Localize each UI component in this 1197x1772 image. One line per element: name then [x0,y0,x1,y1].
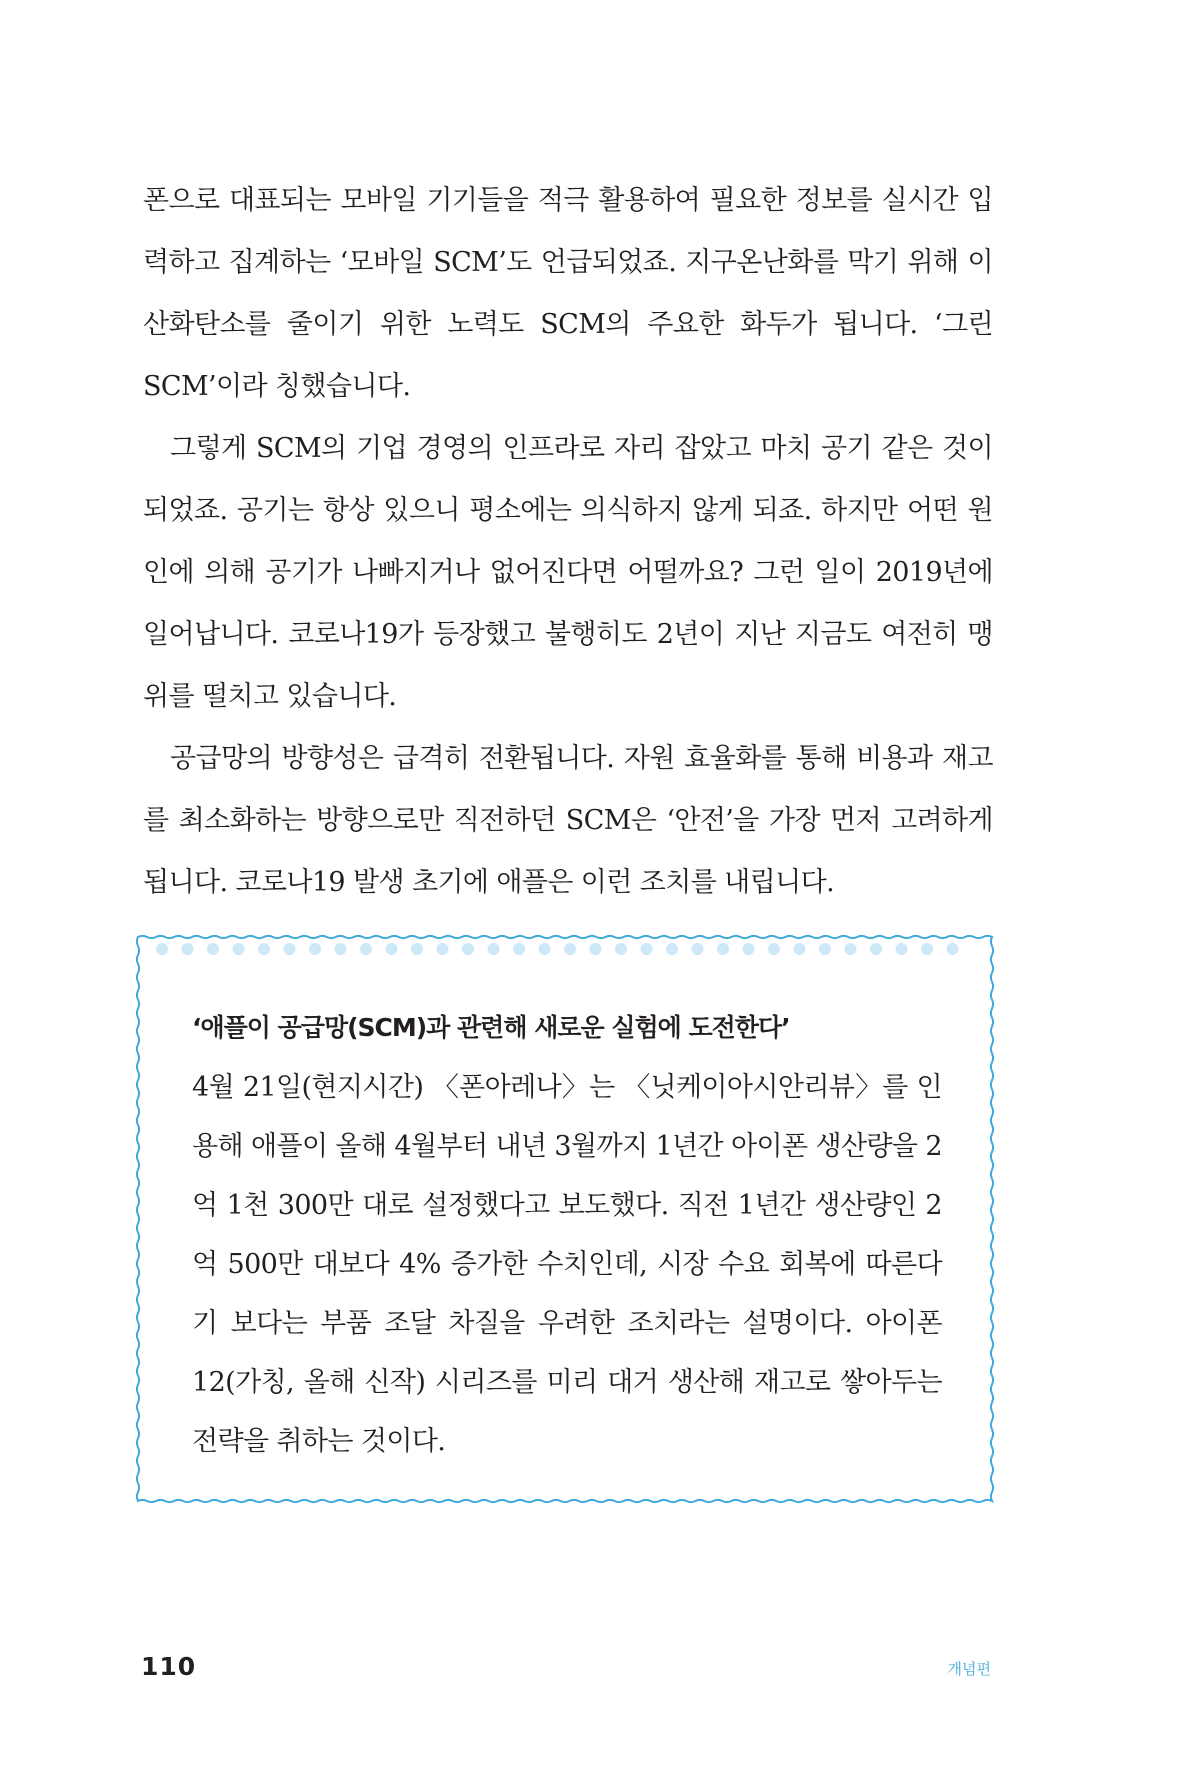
paragraph-1: 폰으로 대표되는 모바일 기기들을 적극 활용하여 필요한 정보를 실시간 입력하고 집계하는 ‘모바일 SCM’도 언급되었죠. 지구온난화를 막기 위해 이산화탄소를 줄이기 위한 노력도 SCM의 주요한 화두가 됩니다. ‘그린 SCM’이라 칭했습니다. [143,185,993,402]
decorative-dot [870,943,882,955]
decorative-dot [692,943,704,955]
decorative-dot [564,943,576,955]
decorative-dot [641,943,653,955]
paragraph-3: 공급망의 방향성은 급격히 전환됩니다. 자원 효율화를 통해 비용과 재고를 최소화하는 방향으로만 직전하던 SCM은 ‘안전’을 가장 먼저 고려하게 됩니다. 코로나19 발생 초기에 애플은 이런 조치를 내립니다. [143,743,993,898]
decorative-dot [896,943,908,955]
decorative-dot [819,943,831,955]
decorative-dot [845,943,857,955]
decorative-dot [539,943,551,955]
quote-text: 4월 21일(현지시간) 〈폰아레나〉는 〈닛케이아시안리뷰〉를 인용해 애플이 올해 4월부터 내년 3월까지 1년간 아이폰 생산량을 2억 1천 300만 대로 설정했다고 보도했다. 직전 1년간 생산량인 2억 500만 대보다 4% 증가한 수치인데, 시장 수요 회복에 따른다기 보다는 부품 조달 차질을 우려한 조치라는 설명이다. 아이폰12(가칭, 올해 신작) 시리즈를 미리 대거 생산해 재고로 쌓아두는 전략을 취하는 것이다. [192,1072,942,1457]
decorative-dot [921,943,933,955]
decorative-dot [411,943,423,955]
decorative-dot [309,943,321,955]
decorative-dot [258,943,270,955]
decorative-dot [437,943,449,955]
decorative-dot [513,943,525,955]
quote-title: ‘애플이 공급망(SCM)과 관련해 새로운 실험에 도전한다’ [192,1013,790,1042]
paragraph-2: 그렇게 SCM의 기업 경영의 인프라로 자리 잡았고 마치 공기 같은 것이 되었죠. 공기는 항상 있으니 평소에는 의식하지 않게 되죠. 하지만 어떤 원인에 의해 공기가 나빠지거나 없어진다면 어떨까요? 그런 일이 2019년에 일어납니다. 코로나19가 등장했고 불행히도 2년이 지난 지금도 여전히 맹위를 떨치고 있습니다. [143,433,993,712]
quote-content [192,1008,942,1471]
decorative-dot [768,943,780,955]
decorative-dot [666,943,678,955]
decorative-dot [794,943,806,955]
decorative-dot [947,943,959,955]
decorative-dot [207,943,219,955]
decorative-dot [156,943,168,955]
decorative-dot [488,943,500,955]
decorative-dot [233,943,245,955]
quote-box [134,933,996,1505]
decorative-dot [615,943,627,955]
decorative-dot [335,943,347,955]
decorative-dot [360,943,372,955]
decorative-dot [590,943,602,955]
decorative-dot [182,943,194,955]
decorative-dot [462,943,474,955]
body-text [143,170,993,914]
decorative-dot [743,943,755,955]
dot-row [156,943,959,955]
decorative-dot [717,943,729,955]
section-label: 개념편 [947,1660,991,1678]
decorative-dot [386,943,398,955]
page-number: 110 [141,1652,197,1681]
decorative-dot [284,943,296,955]
